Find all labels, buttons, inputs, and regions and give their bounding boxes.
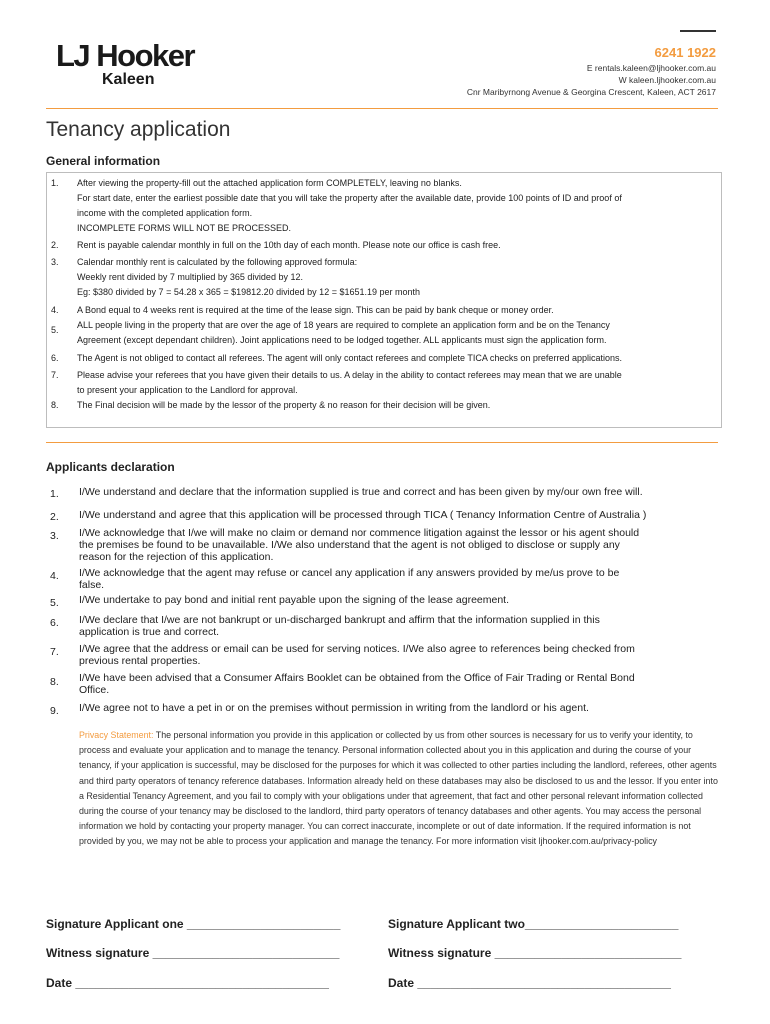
general-info-heading: General information: [46, 154, 161, 168]
signature-applicant-two-field[interactable]: Signature Applicant two_______________________: [388, 917, 679, 931]
declaration-number: 6.: [50, 617, 59, 629]
declaration-text: I/We acknowledge that I/we will make no claim or demand nor commence litigation against the lessor or his agent should the premises be found to be unavailable. I/We also understand that the agent is not obliged to disclose or supply any reason for the rejection of this application.: [79, 527, 640, 563]
date-right-field[interactable]: Date ______________________________________: [388, 976, 671, 990]
info-item-text: The Agent is not obliged to contact all referees. The agent will only contact referees and complete TICA checks on preferred applications.: [77, 353, 622, 363]
info-item-text: A Bond equal to 4 weeks rent is required at the time of the lease sign. This can be paid by bank cheque or money order.: [77, 305, 554, 315]
witness-signature-left-field[interactable]: Witness signature ____________________________: [46, 946, 340, 960]
info-item-text: The Final decision will be made by the lessor of the property & no reason for their decision will be given.: [77, 400, 491, 410]
date-left-field[interactable]: Date ______________________________________: [46, 976, 329, 990]
info-item-number: 7.: [51, 370, 59, 380]
declaration-number: 2.: [50, 511, 59, 523]
info-item-number: 2.: [51, 240, 59, 250]
declaration-text: I/We agree that the address or email can be used for serving notices. I/We also agree to references being checked from previous rental properties.: [79, 643, 635, 667]
declaration-number: 9.: [50, 705, 59, 717]
address-line: Cnr Maribyrnong Avenue & Georgina Crescent, Kaleen, ACT 2617: [466, 87, 716, 97]
info-item-text: Rent is payable calendar monthly in full on the 10th day of each month. Please note our office is cash free.: [77, 240, 501, 250]
signature-applicant-one-field[interactable]: Signature Applicant one _______________________: [46, 917, 341, 931]
witness-signature-right-field[interactable]: Witness signature ____________________________: [388, 946, 682, 960]
info-item-number: 5.: [51, 325, 59, 335]
declaration-number: 3.: [50, 530, 59, 542]
brand-logo: LJ Hooker: [56, 38, 195, 73]
info-item-number: 6.: [51, 353, 59, 363]
phone-number: 6241 1922: [654, 45, 716, 60]
info-item-number: 3.: [51, 257, 59, 267]
info-item-number: 8.: [51, 400, 59, 410]
declaration-heading: Applicants declaration: [46, 460, 175, 474]
header-rule: [46, 108, 718, 109]
email-line: E rentals.kaleen@ljhooker.com.au: [586, 63, 716, 73]
declaration-text: I/We understand and agree that this application will be processed through TICA ( Tenancy Information Centre of Australia ): [79, 509, 647, 521]
declaration-number: 7.: [50, 646, 59, 658]
info-item-text: Calendar monthly rent is calculated by the following approved formula: Weekly rent divided by 7 multiplied by 365 divided by 12. Eg: $380 divided by 7 = 54.28 x 365 = $19812.20 divided by 12 = $1651.19 per month: [77, 257, 421, 297]
header-divider: [680, 30, 716, 32]
info-item-text: ALL people living in the property that are over the age of 18 years are required to complete an application form and be on the Tenancy Agreement (except dependant children). Joint applications need to be lodged together. ALL applicants must sign the application form.: [77, 320, 610, 345]
declaration-text: I/We declare that I/we are not bankrupt or un-discharged bankrupt and affirm that the information supplied in this application is true and correct.: [79, 614, 600, 638]
info-item-number: 4.: [51, 305, 59, 315]
declaration-text: I/We understand and declare that the information supplied is true and correct and has been given by my/our own free will.: [79, 486, 643, 498]
declaration-text: I/We undertake to pay bond and initial rent payable upon the signing of the lease agreement.: [79, 594, 510, 606]
branch-name: Kaleen: [102, 71, 155, 88]
declaration-text: I/We acknowledge that the agent may refuse or cancel any application if any answers provided by me/us prove to be false.: [79, 567, 620, 591]
website-line: W kaleen.ljhooker.com.au: [618, 75, 716, 85]
info-item-text: Please advise your referees that you have given their details to us. A delay in the ability to contact referees may mean that we are unable to present your application to the Landlord for approval.: [77, 370, 622, 395]
declaration-number: 4.: [50, 570, 59, 582]
general-info-box: [46, 172, 722, 428]
info-item-number: 1.: [51, 178, 59, 188]
privacy-statement: [79, 728, 719, 850]
privacy-label: Privacy Statement:: [79, 730, 154, 740]
info-item-text: After viewing the property-fill out the attached application form COMPLETELY, leaving no blanks. For start date, enter the earliest possible date that you will take the property after the available date, provide 100 points of ID and proof of income with the completed application form. INCOMPLETE FORMS WILL NOT BE PROCESSED.: [77, 178, 622, 233]
declaration-number: 8.: [50, 676, 59, 688]
section-rule: [46, 442, 718, 443]
declaration-text: I/We have been advised that a Consumer Affairs Booklet can be obtained from the Office of Fair Trading or Rental Bond Office.: [79, 672, 635, 696]
declaration-number: 1.: [50, 488, 59, 500]
page-title: Tenancy application: [46, 118, 231, 141]
declaration-number: 5.: [50, 597, 59, 609]
declaration-text: I/We agree not to have a pet in or on the premises without permission in writing from the landlord or his agent.: [79, 702, 589, 714]
privacy-text: The personal information you provide in this application or collected by us from other sources is necessary for us to verify your identity, to process and evaluate your application and to manage the tenancy. Personal information collected about you in this application and during the course of your tenancy, if your application is successful, may be disclosed for the purposes for which it was collected to other parties including the landlord, referees, other agents and third party operators of tenancy reference databases. Information already held on these databases may also be disclosed to us and the lessor. If you enter into a Residential Tenancy Agreement, and you fail to comply with your obligations under that agreement, that fact and other personal relevant information collected during the course of your tenancy may be disclosed to the landlord, third party operators of tenancy databases and other agents. You may access the personal information we hold by contacting your property manager. You can correct inaccurate, incomplete or out of date information. If the required information is not provided by you, we may not be able to process your application and manage the tenancy. For more information visit ljhooker.com.au/privacy-policy: [79, 730, 718, 847]
